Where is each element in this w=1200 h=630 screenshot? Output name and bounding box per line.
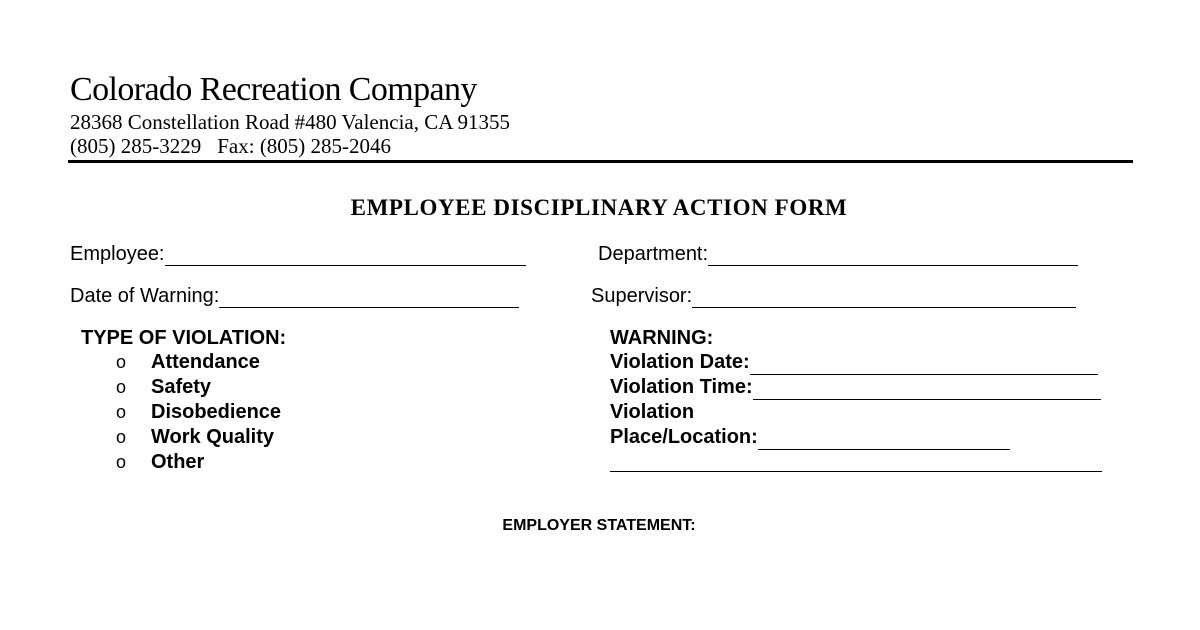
company-contact [70, 134, 391, 158]
violation-option-attendance[interactable] [116, 350, 281, 375]
bullet-icon: o [116, 427, 127, 447]
employee-label: Employee: [70, 243, 165, 265]
place-location-extra-field[interactable] [610, 450, 1102, 472]
department-blank-line[interactable] [708, 244, 1078, 266]
violation-time-blank-line[interactable] [753, 378, 1101, 400]
violation-time-field[interactable] [610, 375, 1101, 400]
supervisor-blank-line[interactable] [692, 286, 1076, 308]
place-location-field[interactable] [610, 425, 1010, 450]
department-field[interactable] [598, 242, 1078, 266]
violation-option-work-quality[interactable] [116, 425, 281, 450]
violation-option-label: Disobedience [151, 401, 282, 423]
employee-blank-line[interactable] [165, 244, 526, 266]
date-of-warning-label: Date of Warning: [70, 285, 220, 307]
violation-type-heading: TYPE OF VIOLATION: [81, 327, 287, 349]
supervisor-field[interactable] [591, 284, 1076, 308]
company-fax: Fax: (805) 285-2046 [217, 134, 392, 158]
company-phone: (805) 285-3229 [70, 134, 202, 158]
violation-option-label: Work Quality [151, 426, 274, 448]
place-location-extra-blank-line[interactable] [610, 450, 1102, 472]
place-location-label: Place/Location: [610, 426, 758, 448]
company-name: Colorado Recreation Company [70, 71, 477, 108]
violation-option-label: Safety [151, 376, 212, 398]
violation-type-list [116, 350, 281, 475]
bullet-icon: o [116, 377, 127, 397]
bullet-icon: o [116, 402, 127, 422]
company-address: 28368 Constellation Road #480 Valencia, CA 91355 [70, 110, 510, 134]
date-of-warning-field[interactable] [70, 284, 519, 308]
violation-date-label: Violation Date: [610, 351, 750, 373]
bullet-icon: o [116, 452, 127, 472]
supervisor-label: Supervisor: [591, 285, 693, 307]
employee-field[interactable] [70, 242, 526, 266]
employer-statement-heading: EMPLOYER STATEMENT: [502, 517, 696, 534]
department-label: Department: [598, 243, 709, 265]
violation-option-label: Attendance [151, 351, 260, 373]
violation-option-safety[interactable] [116, 375, 281, 400]
date-of-warning-blank-line[interactable] [219, 286, 519, 308]
violation-date-blank-line[interactable] [750, 353, 1098, 375]
warning-heading: WARNING: [610, 327, 714, 349]
place-location-blank-line[interactable] [758, 428, 1010, 450]
violation-option-other[interactable] [116, 450, 281, 475]
violation-option-label: Other [151, 451, 205, 473]
violation-time-label: Violation Time: [610, 376, 753, 398]
violation-option-disobedience[interactable] [116, 400, 281, 425]
violation-label: Violation [610, 401, 695, 423]
violation-date-field[interactable] [610, 350, 1098, 375]
form-title: EMPLOYEE DISCIPLINARY ACTION FORM [350, 195, 848, 220]
bullet-icon: o [116, 352, 127, 372]
header-divider [68, 160, 1133, 163]
